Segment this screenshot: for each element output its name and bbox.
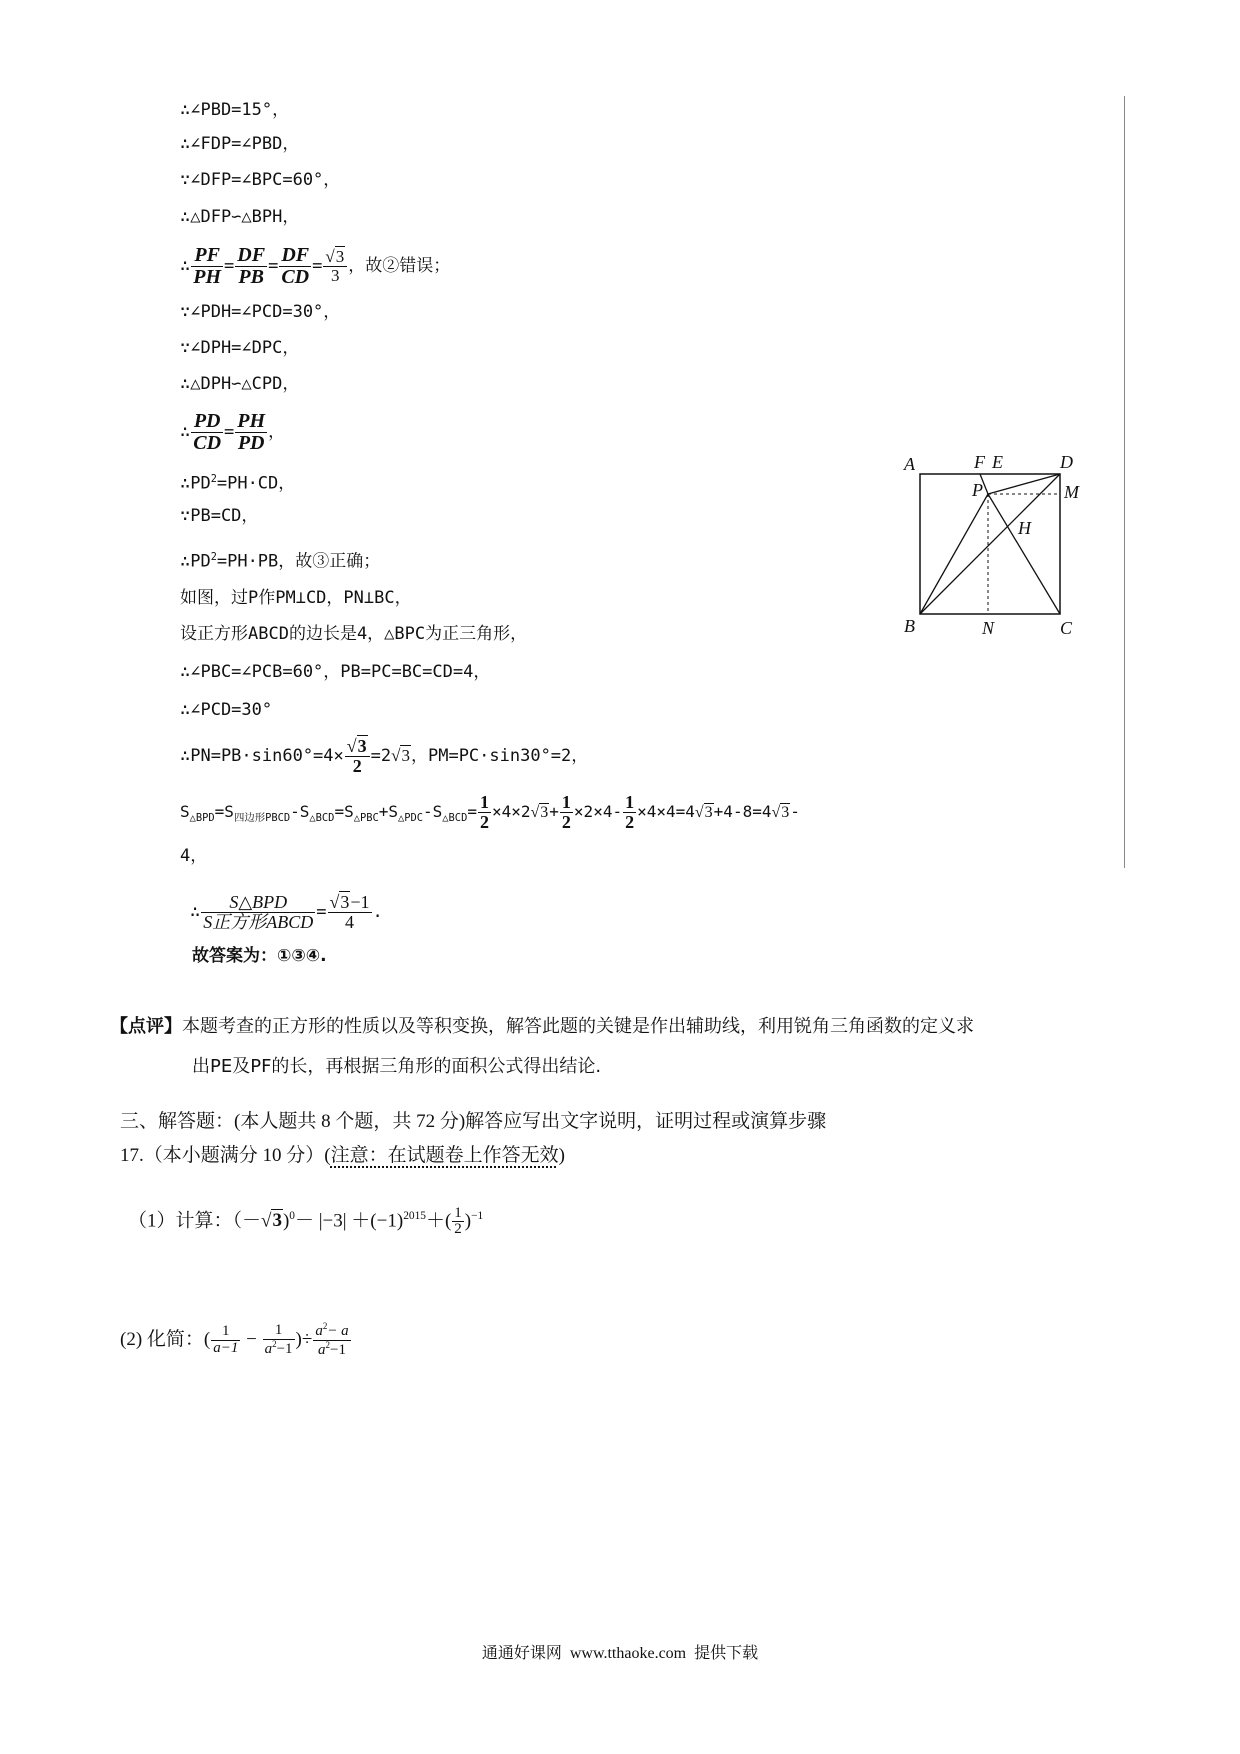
comment-line-2: 出PE及PF的长，再根据三角形的面积公式得出结论. bbox=[192, 1056, 602, 1077]
line-similar-2: ∴△DPH∽△CPD， bbox=[180, 374, 300, 394]
fraction-half-1: $\frac{1}{2}$ bbox=[479, 792, 489, 832]
line-area-tail: 4， bbox=[180, 846, 208, 866]
fraction-df-cd: $\frac{DF}{CD}$ bbox=[281, 243, 310, 288]
line-construction: 如图，过P作PM⊥CD，PN⊥BC， bbox=[180, 588, 412, 608]
line-dfp: ∵∠DFP=∠BPC=60°， bbox=[180, 170, 341, 190]
line-dph: ∵∠DPH=∠DPC， bbox=[180, 338, 300, 358]
line-similar-1: ∴△DFP∽△BPH， bbox=[180, 207, 300, 227]
margin-rule bbox=[1124, 96, 1125, 868]
label-b: B bbox=[904, 616, 915, 636]
comment-label: 【点评】 bbox=[110, 1016, 182, 1037]
label-f: F bbox=[974, 452, 985, 472]
question-17-part-1: （1）计算：$(-√3)^0- |-3| +(-1)^{2015}+$( $\frac{1}{2}$ )$^{-1}$ bbox=[128, 1204, 484, 1238]
square-figure bbox=[900, 452, 1100, 652]
line-pd-squared-1: $\therefore PD^2=PH\cdot CD$， bbox=[180, 473, 296, 494]
fraction-1-over-a2-1: $\frac{1}{a^2-1}$ bbox=[264, 1322, 293, 1358]
fraction-half-3: $\frac{1}{2}$ bbox=[625, 792, 635, 832]
label-p: P bbox=[972, 480, 983, 500]
line-answer: 故答案为：①③④. bbox=[192, 946, 327, 966]
fraction-sqrt3-3: $\frac{√3}{3}$ bbox=[323, 248, 347, 285]
fraction-pd-cd: $\frac{PD}{CD}$ bbox=[193, 409, 222, 454]
line-pd-squared-2: $\therefore PD^2=PH\cdot PB$，故③正确； bbox=[180, 551, 381, 572]
fraction-half: $\frac{1}{2}$ bbox=[454, 1204, 462, 1238]
fraction-1-over-a-1: $\frac{1}{a-1}$ bbox=[213, 1323, 239, 1357]
segment-cp bbox=[988, 494, 1060, 614]
line-area-bpd: $S_{\triangle BPD}=S_{四边形PBCD}-S_{\triangle BCD}=S_{\triangle PBC}+S_{\triangle PDC}-S_{\triangle BCD}=$ $\frac{1}{2}$ ×4×2√3+ $\frac{1}{2}$ ×2×4- $\frac{1}{2}$ ×4×4=4√3+4-8=4√3- bbox=[180, 792, 800, 832]
fraction-half-2: $\frac{1}{2}$ bbox=[561, 792, 571, 832]
section-heading: 三、解答题：(本人题共 8 个题，共 72 分)解答应写出文字说明，证明过程或演算步骤 bbox=[120, 1111, 827, 1132]
diagonal-bd bbox=[920, 474, 1060, 614]
line-pn-pm: ∴PN=PB·sin60°=4× $\frac{√3}{2}$ =2√3，PM=PC·sin30°=2， bbox=[180, 735, 589, 776]
line-ratio-2: ∴ $\frac{PD}{CD}$ = $\frac{PH}{PD}$ ， bbox=[180, 409, 286, 454]
line-pb-cd: ∵PB=CD， bbox=[180, 506, 259, 526]
label-e: E bbox=[992, 452, 1003, 472]
fraction-a2-a-over-a2-1: $\frac{a^2- a}{a^2-1}$ bbox=[315, 1321, 349, 1359]
line-assume: 设正方形ABCD的边长是4，△BPC为正三角形， bbox=[180, 624, 528, 644]
segment-bp bbox=[920, 494, 988, 614]
label-a: A bbox=[904, 454, 915, 474]
question-17-part-2: (2) 化简：( $\frac{1}{a-1}$ − $\frac{1}{a^2-1}$ )÷ $\frac{a^2- a}{a^2-1}$ bbox=[120, 1321, 349, 1359]
line-pbd: ∴∠PBD=15°， bbox=[180, 100, 290, 120]
line-fdp: ∴∠FDP=∠PBD， bbox=[180, 134, 300, 154]
fraction-sqrt3-2: $\frac{√3}{2}$ bbox=[345, 737, 370, 776]
line-pcd: ∴∠PCD=30° bbox=[180, 700, 273, 720]
question-17-heading: 17.（本小题满分 10 分）(注意：在试题卷上作答无效) bbox=[120, 1145, 565, 1166]
line-angles: ∴∠PBC=∠PCB=60°，PB=PC=BC=CD=4， bbox=[180, 662, 491, 682]
line-pdh: ∵∠PDH=∠PCD=30°， bbox=[180, 302, 341, 322]
fraction-area-ratio: $\frac{\text{S△BPD}}{\text{S正方形ABCD}}$ bbox=[203, 891, 314, 932]
label-h: H bbox=[1018, 518, 1031, 538]
fraction-pf-ph: $\frac{PF}{PH}$ bbox=[193, 243, 222, 288]
label-n: N bbox=[982, 618, 995, 638]
fraction-answer: $\frac{√3-1}{4}$ bbox=[329, 891, 370, 932]
line-ratio-1: ∴ $\frac{PF}{PH}$ = $\frac{DF}{PB}$ = $\frac{DF}{CD}$ = $\frac{√3}{3}$ ，故②错误； bbox=[180, 243, 451, 288]
line-area-ratio: ∴ $\frac{\text{S△BPD}}{\text{S正方形ABCD}}$ = $\frac{√3-1}{4}$ . bbox=[190, 891, 383, 932]
label-d: D bbox=[1060, 452, 1073, 472]
fraction-df-pb: $\frac{DF}{PB}$ bbox=[237, 243, 266, 288]
label-c: C bbox=[1060, 618, 1073, 638]
page-footer: 通通好课网 www.tthaoke.com 提供下载 bbox=[481, 1645, 759, 1662]
label-m: M bbox=[1064, 482, 1079, 502]
comment-line-1: 【点评】本题考查的正方形的性质以及等积变换，解答此题的关键是作出辅助线，利用锐角三角函数的定义求 bbox=[110, 1016, 974, 1037]
fraction-ph-pd: $\frac{PH}{PD}$ bbox=[237, 409, 266, 454]
